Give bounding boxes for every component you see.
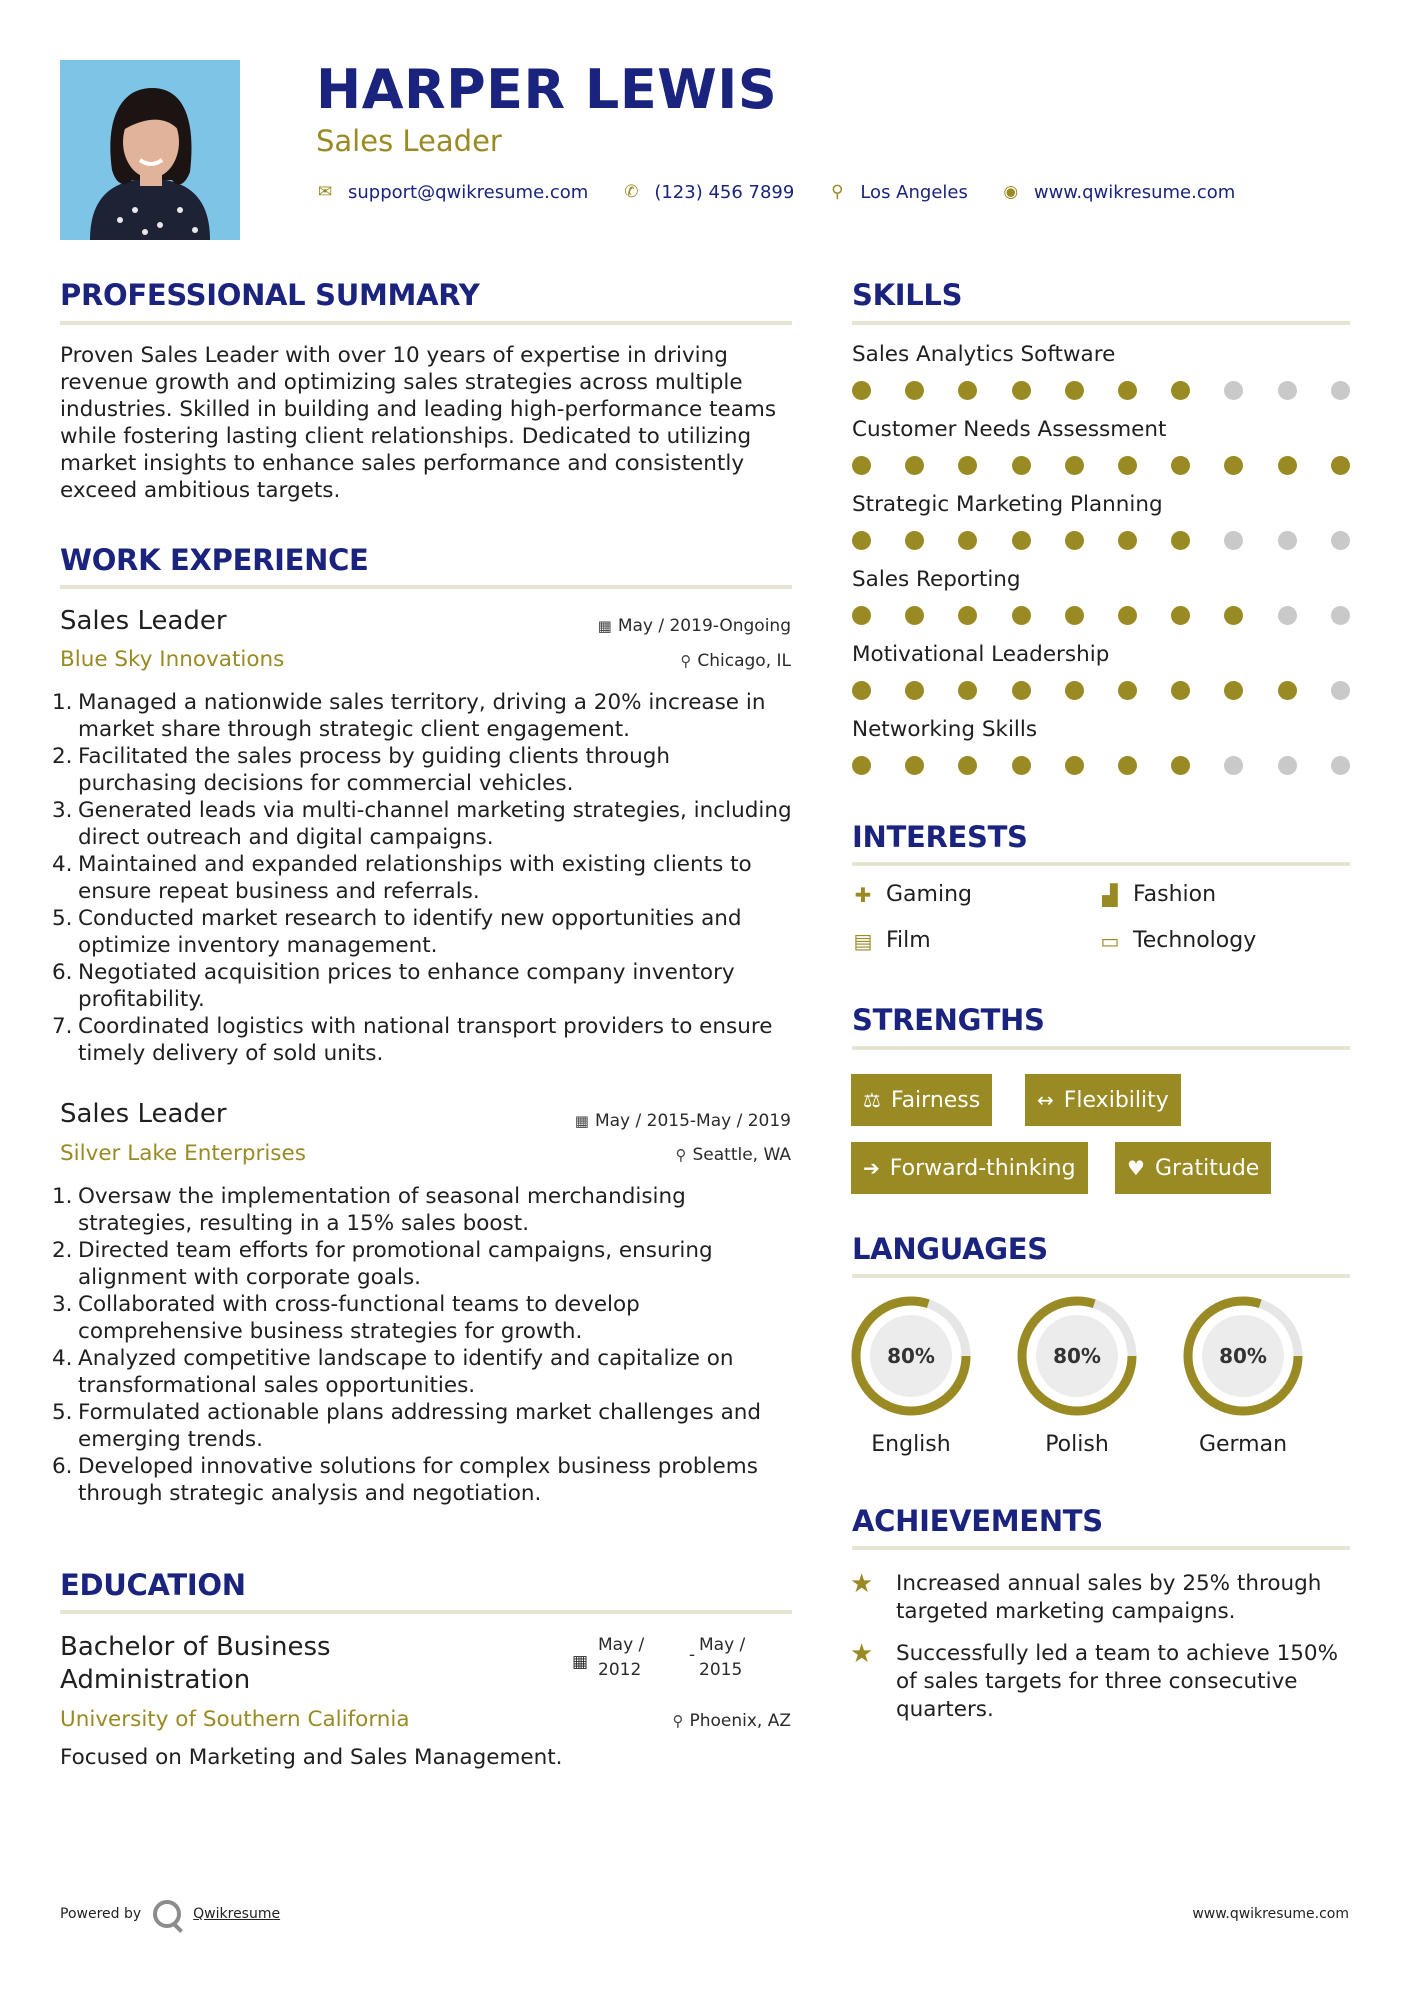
education-start-year: 2012 — [598, 1660, 642, 1680]
strength-tag — [1025, 1074, 1181, 1126]
strength-tag — [1115, 1142, 1271, 1194]
language-ring — [1181, 1294, 1305, 1418]
email-icon: ✉ — [317, 182, 333, 202]
education-start-date — [598, 1633, 644, 1683]
language-ring-chart — [1015, 1294, 1139, 1418]
language-ring — [1015, 1294, 1139, 1418]
achievement-text: Successfully led a team to achieve 150% of sales targets for three consecutive quarters. — [896, 1641, 1339, 1722]
shopping-bag-icon: ▟ — [1102, 882, 1118, 907]
education-description: Focused on Marketing and Sales Management. — [60, 1745, 563, 1770]
arrows-horizontal-icon: ↔ — [1037, 1088, 1054, 1112]
skill-rating — [852, 531, 1348, 551]
skill-name: Strategic Marketing Planning — [852, 492, 1163, 517]
section-title-achievements: ACHIEVEMENTS — [852, 1504, 1103, 1538]
skill-dot-filled — [1278, 681, 1297, 700]
qwikresume-logo-icon — [153, 1900, 181, 1928]
section-divider — [852, 862, 1350, 866]
gamepad-icon: ✚ — [854, 882, 872, 907]
list-item: 3. Generated leads via multi-channel marketing strategies, including direct outreach and digital campaigns. — [52, 798, 792, 850]
phone-icon: ✆ — [624, 182, 639, 202]
skill-dot-filled — [1118, 756, 1137, 775]
skill-dot-filled — [1171, 381, 1190, 400]
language-ring-chart — [1181, 1294, 1305, 1418]
contact-bar — [316, 178, 1235, 206]
interest-label: Gaming — [886, 882, 972, 907]
skill-dot-filled — [852, 606, 871, 625]
powered-by-label: Powered by — [60, 1906, 142, 1922]
language-name: Polish — [1045, 1432, 1109, 1457]
list-item: 4. Analyzed competitive landscape to identify and capitalize on transformational sales opportunities. — [52, 1346, 734, 1398]
skill-dot-filled — [1065, 456, 1084, 475]
skill-dot-filled — [905, 681, 924, 700]
skill-dot-empty — [1331, 531, 1350, 550]
skill-dot-empty — [1331, 681, 1350, 700]
skill-dot-filled — [905, 756, 924, 775]
arrow-right-icon: ➔ — [863, 1156, 880, 1180]
interest-item — [850, 882, 972, 907]
skill-dot-filled — [1012, 606, 1031, 625]
contact-phone[interactable]: (123) 456 7899 — [654, 181, 795, 203]
heart-icon: ♥ — [1127, 1156, 1145, 1180]
skill-dot-filled — [1065, 681, 1084, 700]
section-title-work: WORK EXPERIENCE — [60, 543, 369, 577]
language-ring-chart — [849, 1294, 973, 1418]
strength-label: Flexibility — [1063, 1087, 1169, 1113]
calendar-icon: ▦ — [574, 1112, 589, 1130]
skill-dot-filled — [905, 606, 924, 625]
education-end-date — [699, 1633, 745, 1683]
film-icon: ▤ — [853, 928, 873, 953]
skill-name: Customer Needs Assessment — [852, 417, 1167, 442]
skill-dot-empty — [1278, 756, 1297, 775]
skill-dot-filled — [852, 381, 871, 400]
interest-item — [850, 928, 931, 953]
list-item: 2. Directed team efforts for promotional campaigns, ensuring alignment with corporate goals. — [52, 1238, 713, 1290]
profile-photo — [60, 60, 240, 240]
skill-dot-filled — [958, 681, 977, 700]
calendar-icon: ▦ — [572, 1652, 589, 1672]
job-title: Sales Leader — [60, 1099, 227, 1129]
list-item: 3. Collaborated with cross-functional teams to develop comprehensive business strategies for growth. — [52, 1292, 640, 1344]
skill-dot-filled — [1065, 756, 1084, 775]
section-title-interests: INTERESTS — [852, 820, 1028, 854]
skill-dot-empty — [1224, 756, 1243, 775]
education-end-month: May / — [699, 1635, 746, 1655]
skill-dot-filled — [1331, 456, 1350, 475]
language-percent: 80% — [1053, 1344, 1101, 1368]
section-divider — [60, 1610, 792, 1614]
list-item: 1. Oversaw the implementation of seasonal merchandising strategies, resulting in a 15% sales boost. — [52, 1184, 686, 1236]
skill-dot-filled — [852, 456, 871, 475]
job-bullets — [52, 689, 794, 1067]
skill-dot-filled — [958, 456, 977, 475]
strength-tag — [851, 1142, 1088, 1194]
pin-icon: ⚲ — [675, 1146, 687, 1164]
star-icon: ★ — [850, 1639, 874, 1669]
footer-branding — [60, 1900, 280, 1928]
skill-rating — [852, 381, 1348, 401]
skill-dot-empty — [1278, 381, 1297, 400]
language-ring — [849, 1294, 973, 1418]
section-title-languages: LANGUAGES — [852, 1232, 1048, 1266]
skill-dot-filled — [1012, 531, 1031, 550]
list-item: 6. Negotiated acquisition prices to enhance company inventory profitability. — [52, 960, 735, 1012]
skill-dot-filled — [1118, 606, 1137, 625]
job-company: Blue Sky Innovations — [60, 647, 285, 672]
skill-dot-empty — [1224, 531, 1243, 550]
laptop-icon: ▭ — [1100, 928, 1120, 953]
skill-dot-filled — [1065, 531, 1084, 550]
achievement-item — [850, 1570, 1350, 1626]
job-dates — [575, 1111, 791, 1131]
summary-text: Proven Sales Leader with over 10 years of expertise in driving revenue growth and optimizing sales strategies across multiple industries. Skilled in building and leading high-performance teams while fostering lasting client relationships. Dedicated to utilizing market insights to enhance sales performance and consistently exceed ambitious targets. — [60, 343, 777, 503]
skill-dot-filled — [958, 381, 977, 400]
strength-label: Gratitude — [1154, 1155, 1260, 1181]
skill-dot-empty — [1278, 606, 1297, 625]
achievement-item — [850, 1640, 1350, 1724]
job-location-text: Chicago, IL — [697, 651, 791, 671]
calendar-icon: ▦ — [597, 617, 612, 635]
skill-dot-empty — [1224, 381, 1243, 400]
language-percent: 80% — [887, 1344, 935, 1368]
skill-dot-filled — [1118, 681, 1137, 700]
interest-item — [1097, 882, 1216, 907]
language-percent: 80% — [1219, 1344, 1267, 1368]
list-item: 5. Conducted market research to identify new opportunities and optimize inventory management. — [52, 906, 742, 958]
candidate-role: Sales Leader — [316, 124, 502, 158]
interest-label: Film — [886, 928, 931, 953]
education-date-separator: - — [689, 1645, 696, 1665]
skill-dot-filled — [1224, 681, 1243, 700]
skill-dot-filled — [1012, 456, 1031, 475]
skill-name: Sales Reporting — [852, 567, 1021, 592]
job-title: Sales Leader — [60, 606, 227, 636]
map-marker-icon: ⚲ — [831, 182, 844, 202]
profile-photo-image — [60, 60, 240, 240]
skill-dot-filled — [1171, 531, 1190, 550]
list-item: 7. Coordinated logistics with national transport providers to ensure timely delivery of sold units. — [52, 1014, 773, 1066]
job-location — [676, 1145, 792, 1165]
language-name: German — [1198, 1432, 1288, 1457]
section-divider — [852, 1046, 1350, 1050]
job-bullets — [52, 1183, 794, 1507]
section-title-education: EDUCATION — [60, 1568, 246, 1602]
job-location — [680, 651, 791, 671]
balance-scale-icon: ⚖ — [863, 1088, 881, 1112]
job-dates — [598, 616, 791, 636]
skill-dot-filled — [1118, 531, 1137, 550]
section-divider — [852, 1274, 1350, 1278]
education-end-year: 2015 — [699, 1660, 743, 1680]
skill-dot-empty — [1331, 606, 1350, 625]
skill-dot-filled — [958, 531, 977, 550]
section-divider — [852, 1546, 1350, 1550]
list-item: 6. Developed innovative solutions for complex business problems through strategic analysis and negotiation. — [52, 1454, 758, 1506]
skill-name: Networking Skills — [852, 717, 1038, 742]
skill-dot-filled — [1224, 456, 1243, 475]
brand-link[interactable]: Qwikresume — [193, 1906, 281, 1922]
star-icon: ★ — [850, 1569, 874, 1599]
education-school: University of Southern California — [60, 1707, 410, 1732]
candidate-name: HARPER LEWIS — [316, 58, 778, 121]
skill-rating — [852, 756, 1348, 776]
list-item: 5. Formulated actionable plans addressing market challenges and emerging trends. — [52, 1400, 762, 1452]
skill-dot-filled — [1171, 456, 1190, 475]
interest-label: Technology — [1133, 928, 1257, 953]
skill-dot-filled — [852, 756, 871, 775]
list-item: 2. Facilitated the sales process by guiding clients through purchasing decisions for commercial vehicles. — [52, 744, 670, 796]
skill-dot-filled — [1065, 606, 1084, 625]
skill-rating — [852, 456, 1348, 476]
contact-location: Los Angeles — [860, 181, 968, 203]
skill-rating — [852, 681, 1348, 701]
interest-label: Fashion — [1133, 882, 1217, 907]
job-dates-text: May / 2019-Ongoing — [617, 616, 791, 636]
skill-dot-filled — [905, 456, 924, 475]
skill-dot-filled — [958, 756, 977, 775]
skill-dot-filled — [852, 681, 871, 700]
skill-dot-filled — [958, 606, 977, 625]
strength-label: Fairness — [890, 1087, 981, 1113]
skill-dot-filled — [1065, 381, 1084, 400]
skill-dot-filled — [1012, 756, 1031, 775]
skill-dot-filled — [1278, 456, 1297, 475]
job-location-text: Seattle, WA — [692, 1145, 791, 1165]
contact-website[interactable]: www.qwikresume.com — [1033, 181, 1236, 203]
education-degree: Bachelor of Business Administration — [60, 1632, 331, 1695]
strength-tag — [851, 1074, 992, 1126]
language-name: English — [871, 1432, 951, 1457]
footer-site-link[interactable]: www.qwikresume.com — [1192, 1906, 1349, 1922]
section-divider — [60, 585, 792, 589]
section-title-skills: SKILLS — [852, 278, 963, 312]
education-start-month: May / — [598, 1635, 645, 1655]
achievement-text: Increased annual sales by 25% through targeted marketing campaigns. — [896, 1571, 1322, 1624]
skill-dot-filled — [1171, 606, 1190, 625]
section-divider — [852, 321, 1350, 325]
section-title-strengths: STRENGTHS — [852, 1003, 1045, 1037]
skill-dot-filled — [1171, 756, 1190, 775]
strength-label: Forward-thinking — [889, 1155, 1076, 1181]
skill-dot-filled — [905, 381, 924, 400]
globe-icon: ◉ — [1003, 182, 1019, 202]
list-item: 1. Managed a nationwide sales territory, driving a 20% increase in market share through strategic client engagement. — [52, 690, 766, 742]
job-company: Silver Lake Enterprises — [60, 1141, 306, 1166]
education-location-text: Phoenix, AZ — [689, 1711, 791, 1731]
skill-dot-filled — [1118, 381, 1137, 400]
skill-dot-filled — [1224, 606, 1243, 625]
skill-dot-empty — [1331, 381, 1350, 400]
skill-dot-filled — [1171, 681, 1190, 700]
skill-dot-empty — [1331, 756, 1350, 775]
job-dates-text: May / 2015-May / 2019 — [594, 1111, 791, 1131]
skill-dot-filled — [852, 531, 871, 550]
interest-item — [1097, 928, 1256, 953]
section-divider — [60, 321, 792, 325]
skill-dot-filled — [1012, 681, 1031, 700]
list-item: 4. Maintained and expanded relationships with existing clients to ensure repeat business and referrals. — [52, 852, 752, 904]
section-title-summary: PROFESSIONAL SUMMARY — [60, 278, 480, 312]
skill-dot-filled — [1118, 456, 1137, 475]
skill-dot-filled — [1012, 381, 1031, 400]
pin-icon: ⚲ — [672, 1712, 684, 1730]
pin-icon: ⚲ — [680, 652, 692, 670]
skill-name: Motivational Leadership — [852, 642, 1110, 667]
skill-rating — [852, 606, 1348, 626]
skill-dot-empty — [1278, 531, 1297, 550]
education-location — [672, 1711, 791, 1731]
skill-name: Sales Analytics Software — [852, 342, 1116, 367]
contact-email[interactable]: support@qwikresume.com — [348, 181, 589, 203]
skill-dot-filled — [905, 531, 924, 550]
